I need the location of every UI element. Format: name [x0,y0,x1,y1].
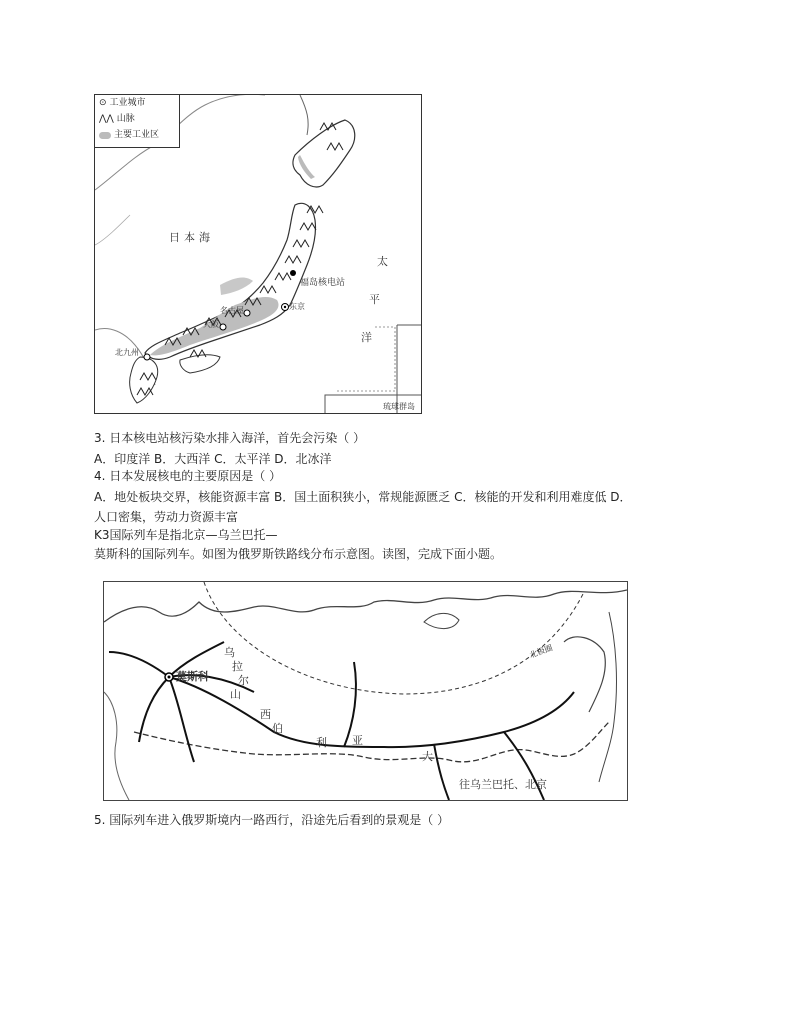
russia-railway-map [103,581,628,801]
question-4-stem: 4. 日本发展核电的主要原因是（ ） [94,469,282,483]
label-ryukyu: 琉球群岛 [383,402,415,411]
label-sea-of-japan: 日本海 [169,231,214,244]
legend-industrial-zone: 主要工业区 [95,127,179,143]
question-5-stem: 5. 国际列车进入俄罗斯境内一路西行，沿途先后看到的景观是（ ） [94,813,450,827]
label-pacific-3: 洋 [361,331,372,344]
label-siberia-1: 西 [260,708,271,721]
label-to-ulaanbaatar: 往乌兰巴托、北京 [459,778,547,791]
label-ural-3: 尔 [238,674,249,687]
japan-map [94,94,422,414]
label-fukushima: 福岛核电站 [300,278,346,288]
label-osaka: 大阪 [203,320,219,329]
label-pacific-1: 太 [377,255,388,268]
label-siberia-2: 伯 [272,722,283,735]
label-daxing: 大 [422,750,433,763]
label-nagoya: 名古屋 [220,306,244,315]
legend-industrial-city: ⊙ 工业城市 [95,95,179,111]
question-3-stem: 3. 日本核电站核污染水排入海洋，首先会污染（ ） [94,431,366,445]
question-3-options: A．印度洋 B．大西洋 C．太平洋 D．北冰洋 [94,452,332,466]
label-siberia-3: 利 [316,736,327,749]
industrial-city-icon: ⊙ [99,98,107,108]
label-ural-1: 乌 [224,646,235,659]
question-4-options-line2: 人口密集，劳动力资源丰富 [94,510,239,524]
map-legend [95,95,180,148]
label-tokyo: 东京 [289,302,305,311]
label-pacific-2: 平 [369,293,380,306]
label-siberia-4: 亚 [352,734,363,747]
intro-line-1: K3国际列车是指北京—乌兰巴托— [94,528,278,542]
label-arctic-circle: 北极圈 [528,643,554,660]
label-kitakyushu: 北九州 [115,348,139,357]
mountain-icon: ⋀⋀ [99,114,114,124]
intro-line-2: 莫斯科的国际列车。如图为俄罗斯铁路线分布示意图。读图，完成下面小题。 [94,547,503,561]
russia-map-graphic [104,582,627,800]
industrial-zone-icon [99,132,111,139]
legend-mountain: ⋀⋀ 山脉 [95,111,179,127]
label-moscow: 莫斯科 [176,670,209,683]
label-ural-4: 山 [230,688,241,701]
label-ural-2: 拉 [232,660,243,673]
question-4-options-line1: A．地处板块交界，核能资源丰富 B．国土面积狭小，常规能源匮乏 C．核能的开发和利用难度低 D． [94,490,632,504]
